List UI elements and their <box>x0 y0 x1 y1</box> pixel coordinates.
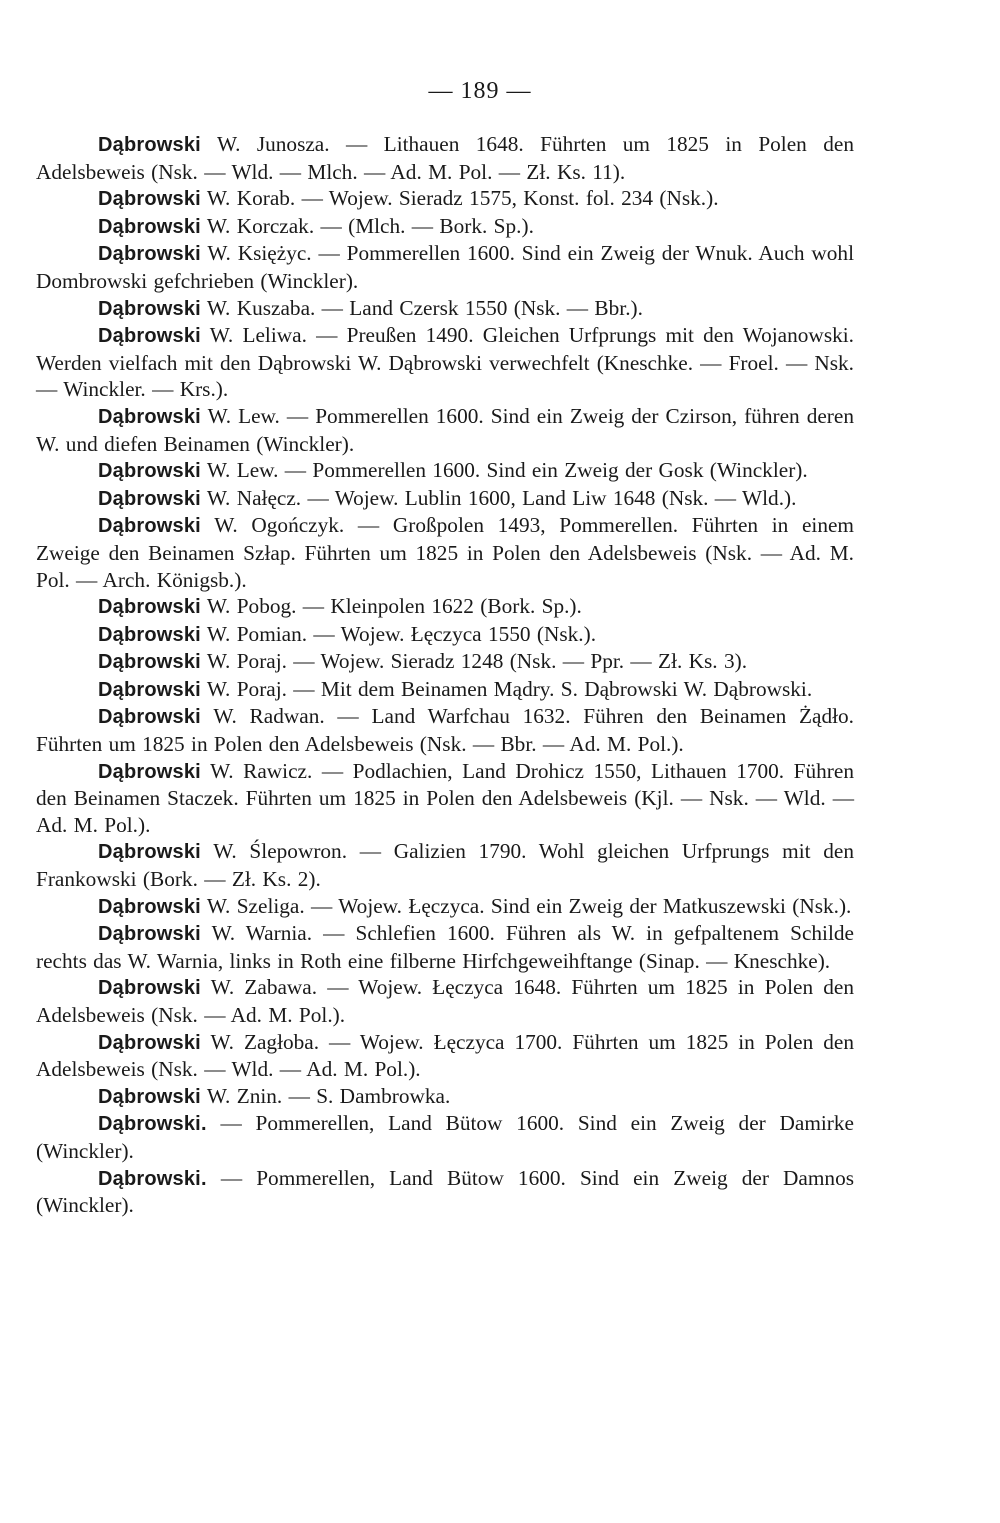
entry <box>36 240 854 294</box>
entry <box>36 485 854 513</box>
entry <box>36 974 854 1028</box>
entry <box>36 593 854 621</box>
entry-text: W. Zabawa. — Wojew. Łęczyca 1648. Führten um 1825 in Polen den Adelsbeweis (Nsk. — Ad. M. Pol.). <box>36 975 854 1027</box>
entry <box>36 322 854 403</box>
entry <box>36 1165 854 1219</box>
entry <box>36 1110 854 1164</box>
entry-text: W. Leliwa. — Preußen 1490. Gleichen Urfprungs mit den Wojanowski. Werden vielfach mit den Dąbrowski W. Dąbrowski verwechfelt (Kneschke. — Froel. — Nsk. — Winckler. — Krs.). <box>36 323 854 402</box>
entry-surname: Dąbrowski <box>98 678 201 701</box>
entry-surname: Dąbrowski. <box>98 1113 207 1136</box>
entry <box>36 213 854 241</box>
entry-text: W. Lew. — Pommerellen 1600. Sind ein Zweig der Gosk (Winckler). <box>206 458 808 483</box>
entry-surname: Dąbrowski <box>98 405 201 428</box>
entry <box>36 703 854 757</box>
entry-text: W. Warnia. — Schlefien 1600. Führen als W. in gefpaltenem Schilde rechts das W. Warnia, links in Roth eine filberne Hirfchgeweihftange (Sinap. — Kneschke). <box>36 921 854 973</box>
entry-text: W. Nałęcz. — Wojew. Lublin 1600, Land Liw 1648 (Nsk. — Wld.). <box>206 485 797 510</box>
entry <box>36 131 854 185</box>
entry <box>36 512 854 593</box>
entry <box>36 621 854 649</box>
entry-surname: Dąbrowski <box>98 515 201 538</box>
entry-text: W. Junosza. — Lithauen 1648. Führten um 1825 in Polen den Adelsbeweis (Nsk. — Wld. — Mlch. — Ad. M. Pol. — Zł. Ks. 11). <box>36 132 854 184</box>
entry <box>36 295 854 323</box>
entry-text: W. Lew. — Pommerellen 1600. Sind ein Zweig der Czirson, führen deren W. und diefen Beinamen (Winckler). <box>36 403 854 456</box>
entry <box>36 185 854 213</box>
entry <box>36 1083 854 1111</box>
entry-text: — Pommerellen, Land Bütow 1600. Sind ein Zweig der Damnos (Winckler). <box>36 1165 855 1218</box>
entry <box>36 893 854 921</box>
entry-text: W. Rawicz. — Podlachien, Land Drohicz 1550, Lithauen 1700. Führen den Beinamen Staczek. Führten um 1825 in Polen den Adelsbeweis (Kjl. — Nsk. — Wld. — Ad. M. Pol.). <box>36 758 854 837</box>
entry-text: W. Radwan. — Land Warfchau 1632. Führen den Beinamen Żądło. Führten um 1825 in Polen den Adelsbeweis (Nsk. — Bbr. — Ad. M. Pol.). <box>36 704 854 757</box>
entry-surname: Dąbrowski <box>98 325 201 348</box>
entry-surname: Dąbrowski <box>98 895 201 918</box>
entry-surname: Dąbrowski. <box>98 1167 207 1190</box>
entry-surname: Dąbrowski <box>98 623 201 646</box>
entry-text: — Pommerellen, Land Bütow 1600. Sind ein Zweig der Damirke (Winckler). <box>36 1111 854 1163</box>
entry-surname: Dąbrowski <box>98 596 201 619</box>
entry-list <box>36 131 854 1219</box>
entry <box>36 676 854 704</box>
entry <box>36 1029 854 1083</box>
entry-surname: Dąbrowski <box>98 188 201 211</box>
entry-text: W. Znin. — S. Dambrowka. <box>206 1083 451 1108</box>
entry-surname: Dąbrowski <box>98 243 201 266</box>
entry-surname: Dąbrowski <box>98 1031 201 1054</box>
entry-surname: Dąbrowski <box>98 1085 201 1108</box>
document-page <box>36 78 854 1219</box>
entry-text: W. Szeliga. — Wojew. Łęczyca. Sind ein Zweig der Matkuszewski (Nsk.). <box>206 893 852 918</box>
entry <box>36 920 854 974</box>
entry-text: W. Poraj. — Wojew. Sieradz 1248 (Nsk. — Ppr. — Zł. Ks. 3). <box>206 649 748 674</box>
entry-surname: Dąbrowski <box>98 460 201 483</box>
entry-surname: Dąbrowski <box>98 706 201 729</box>
page-number: — 189 — <box>428 78 532 104</box>
entry-surname: Dąbrowski <box>98 487 201 510</box>
entry <box>36 838 854 892</box>
entry-text: W. Kuszaba. — Land Czersk 1550 (Nsk. — Bbr.). <box>206 295 643 320</box>
entry-surname: Dąbrowski <box>98 760 201 783</box>
entry-text: W. Ogończyk. — Großpolen 1493, Pommerellen. Führten in einem Zweige den Beinamen Szłap. Führten um 1825 in Polen den Adelsbeweis (Nsk. — Ad. M. Pol. — Arch. Königsb.). <box>36 513 854 592</box>
entry-text: W. Poraj. — Mit dem Beinamen Mądry. S. Dąbrowski W. Dąbrowski. <box>206 676 813 701</box>
entry-text: W. Pobog. — Kleinpolen 1622 (Bork. Sp.). <box>206 594 582 619</box>
entry-surname: Dąbrowski <box>98 977 201 1000</box>
entry-surname: Dąbrowski <box>98 215 201 238</box>
entry <box>36 648 854 676</box>
entry-text: W. Ślepowron. — Galizien 1790. Wohl gleichen Urfprungs mit den Frankowski (Bork. — Zł. Ks. 2). <box>36 839 854 892</box>
entry-surname: Dąbrowski <box>98 134 201 156</box>
entry-surname: Dąbrowski <box>98 841 201 864</box>
entry <box>36 457 854 485</box>
entry-text: W. Księżyc. — Pommerellen 1600. Sind ein Zweig der Wnuk. Auch wohl Dombrowski gefchrieben (Winckler). <box>36 241 854 293</box>
entry <box>36 758 854 839</box>
entry-text: W. Korab. — Wojew. Sieradz 1575, Konst. fol. 234 (Nsk.). <box>206 186 719 211</box>
entry-text: W. Zagłoba. — Wojew. Łęczyca 1700. Führten um 1825 in Polen den Adelsbeweis (Nsk. — Wld. — Ad. M. Pol.). <box>36 1029 854 1082</box>
entry <box>36 403 854 457</box>
entry-surname: Dąbrowski <box>98 923 201 946</box>
entry-text: W. Korczak. — (Mlch. — Bork. Sp.). <box>206 213 534 238</box>
entry-surname: Dąbrowski <box>98 651 201 674</box>
entry-text: W. Pomian. — Wojew. Łęczyca 1550 (Nsk.). <box>206 621 597 646</box>
entry-surname: Dąbrowski <box>98 297 201 320</box>
